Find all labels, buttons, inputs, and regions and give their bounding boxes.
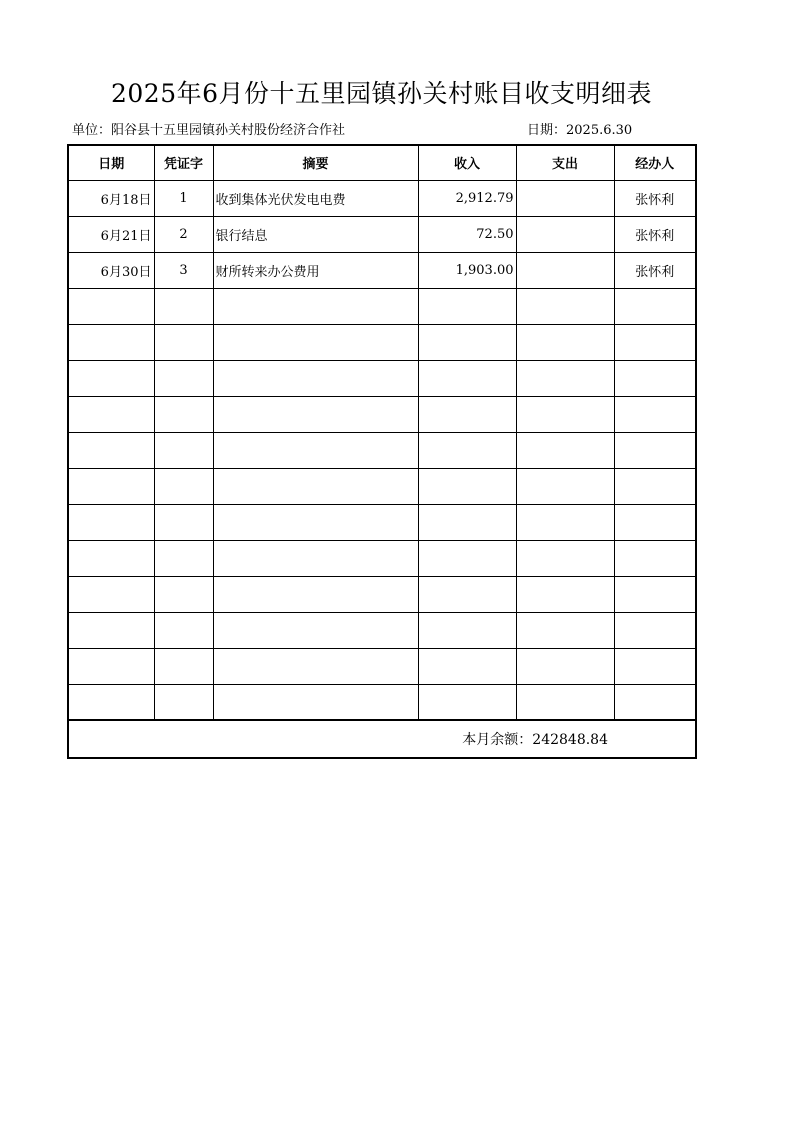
cell-expense	[516, 612, 614, 648]
column-header-summary: 摘要	[213, 145, 418, 180]
cell-date	[68, 396, 154, 432]
cell-summary	[213, 612, 418, 648]
cell-voucher	[154, 540, 213, 576]
cell-income	[418, 612, 516, 648]
cell-expense	[516, 396, 614, 432]
cell-voucher	[154, 504, 213, 540]
cell-income	[418, 540, 516, 576]
ledger-table	[67, 144, 697, 759]
table-row	[68, 432, 696, 468]
cell-summary: 银行结息	[213, 216, 418, 252]
cell-income: 1,903.00	[418, 252, 516, 288]
cell-date: 6月21日	[68, 216, 154, 252]
cell-expense	[516, 288, 614, 324]
cell-date	[68, 648, 154, 684]
cell-expense	[516, 216, 614, 252]
cell-voucher	[154, 432, 213, 468]
cell-handler: 张怀利	[614, 216, 696, 252]
cell-summary	[213, 648, 418, 684]
cell-summary	[213, 504, 418, 540]
column-header-income: 收入	[418, 145, 516, 180]
table-row	[68, 360, 696, 396]
cell-income	[418, 468, 516, 504]
cell-expense	[516, 504, 614, 540]
column-header-voucher: 凭证字	[154, 145, 213, 180]
table-row	[68, 252, 696, 288]
cell-voucher	[154, 288, 213, 324]
table-row	[68, 288, 696, 324]
cell-handler: 张怀利	[614, 252, 696, 288]
cell-date	[68, 324, 154, 360]
cell-voucher	[154, 576, 213, 612]
cell-summary	[213, 468, 418, 504]
table-row	[68, 324, 696, 360]
table-row	[68, 180, 696, 216]
cell-voucher	[154, 324, 213, 360]
table-row	[68, 684, 696, 720]
table-row	[68, 648, 696, 684]
cell-income	[418, 648, 516, 684]
cell-income	[418, 576, 516, 612]
cell-handler	[614, 540, 696, 576]
cell-handler: 张怀利	[614, 180, 696, 216]
cell-handler	[614, 612, 696, 648]
cell-summary	[213, 432, 418, 468]
cell-summary: 收到集体光伏发电电费	[213, 180, 418, 216]
table-row	[68, 396, 696, 432]
column-header-expense: 支出	[516, 145, 614, 180]
cell-expense	[516, 180, 614, 216]
cell-income	[418, 360, 516, 396]
cell-voucher	[154, 648, 213, 684]
cell-expense	[516, 684, 614, 720]
cell-expense	[516, 432, 614, 468]
cell-expense	[516, 468, 614, 504]
cell-date	[68, 468, 154, 504]
cell-summary: 财所转来办公费用	[213, 252, 418, 288]
cell-expense	[516, 252, 614, 288]
cell-income	[418, 324, 516, 360]
cell-expense	[516, 648, 614, 684]
column-header-handler: 经办人	[614, 145, 696, 180]
cell-summary	[213, 540, 418, 576]
cell-date: 6月30日	[68, 252, 154, 288]
cell-expense	[516, 324, 614, 360]
cell-voucher	[154, 468, 213, 504]
cell-handler	[614, 684, 696, 720]
column-header-date: 日期	[68, 145, 154, 180]
table-row	[68, 504, 696, 540]
table-row	[68, 612, 696, 648]
cell-voucher	[154, 360, 213, 396]
page-title: 2025年6月份十五里园镇孙关村账目收支明细表	[110, 79, 653, 108]
header-row	[68, 145, 696, 180]
cell-voucher	[154, 684, 213, 720]
unit-label: 单位：阳谷县十五里园镇孙关村股份经济合作社	[72, 123, 346, 138]
footer-row	[68, 720, 696, 758]
cell-income	[418, 504, 516, 540]
monthly-balance: 本月余额：242848.84	[462, 732, 608, 748]
table-row	[68, 540, 696, 576]
cell-income	[418, 396, 516, 432]
cell-income	[418, 288, 516, 324]
cell-voucher	[154, 612, 213, 648]
cell-voucher: 1	[154, 180, 213, 216]
cell-handler	[614, 468, 696, 504]
cell-date: 6月18日	[68, 180, 154, 216]
table-row	[68, 576, 696, 612]
cell-date	[68, 684, 154, 720]
table-row	[68, 216, 696, 252]
cell-income: 72.50	[418, 216, 516, 252]
cell-date	[68, 360, 154, 396]
cell-handler	[614, 576, 696, 612]
cell-income	[418, 432, 516, 468]
cell-income	[418, 684, 516, 720]
cell-expense	[516, 576, 614, 612]
cell-summary	[213, 288, 418, 324]
cell-summary	[213, 576, 418, 612]
cell-summary	[213, 684, 418, 720]
cell-handler	[614, 396, 696, 432]
cell-handler	[614, 324, 696, 360]
cell-expense	[516, 360, 614, 396]
cell-income: 2,912.79	[418, 180, 516, 216]
cell-summary	[213, 396, 418, 432]
table-row	[68, 468, 696, 504]
cell-handler	[614, 648, 696, 684]
cell-summary	[213, 360, 418, 396]
cell-voucher	[154, 396, 213, 432]
cell-date	[68, 504, 154, 540]
cell-date	[68, 576, 154, 612]
cell-date	[68, 288, 154, 324]
cell-handler	[614, 360, 696, 396]
cell-date	[68, 612, 154, 648]
date-label: 日期：2025.6.30	[527, 123, 633, 138]
cell-voucher: 2	[154, 216, 213, 252]
balance-cell	[68, 720, 696, 758]
cell-handler	[614, 288, 696, 324]
cell-date	[68, 432, 154, 468]
cell-handler	[614, 504, 696, 540]
cell-handler	[614, 432, 696, 468]
cell-summary	[213, 324, 418, 360]
cell-expense	[516, 540, 614, 576]
cell-date	[68, 540, 154, 576]
cell-voucher: 3	[154, 252, 213, 288]
